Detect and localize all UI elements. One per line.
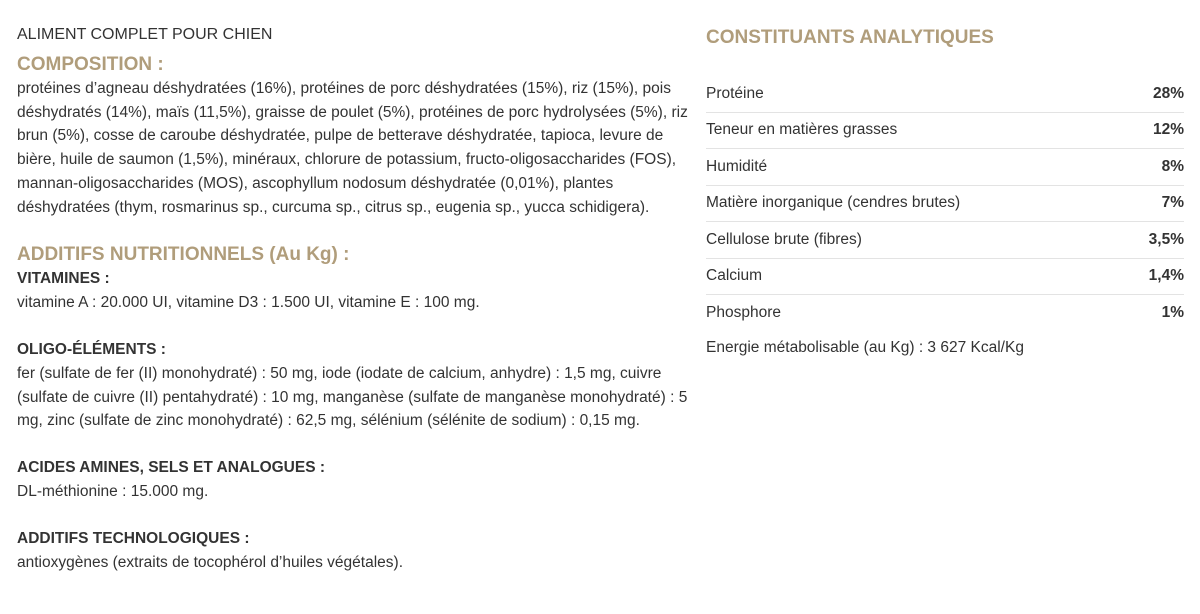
row-value: 28% bbox=[1152, 84, 1184, 102]
row-label: Cellulose brute (fibres) bbox=[706, 230, 862, 248]
spacer bbox=[17, 504, 697, 527]
amino-acids-label: ACIDES AMINES, SELS ET ANALOGUES : bbox=[17, 459, 326, 477]
analytical-row-calcium bbox=[706, 259, 1184, 296]
row-value: 12% bbox=[1152, 121, 1184, 139]
analytical-row-ash bbox=[706, 186, 1184, 223]
row-label: Phosphore bbox=[706, 303, 781, 321]
analytical-row-moisture bbox=[706, 149, 1184, 186]
vitamins-label: VITAMINES : bbox=[17, 270, 110, 288]
spacer bbox=[17, 315, 697, 338]
analytical-row-fibre bbox=[706, 222, 1184, 259]
composition-title: COMPOSITION : bbox=[17, 54, 164, 75]
row-label: Humidité bbox=[706, 157, 768, 175]
amino-acids-text: DL-méthionine : 15.000 mg. bbox=[17, 483, 209, 501]
trace-elements-label: OLIGO-ÉLÉMENTS : bbox=[17, 340, 166, 358]
row-label: Matière inorganique (cendres brutes) bbox=[706, 194, 961, 212]
analytical-row-fat bbox=[706, 113, 1184, 150]
metabolizable-energy: Energie métabolisable (au Kg) : 3 627 Kcal/Kg bbox=[706, 338, 1024, 356]
spacer bbox=[17, 433, 697, 456]
amino-acids-block bbox=[17, 456, 697, 504]
row-value: 8% bbox=[1161, 157, 1184, 175]
technological-block bbox=[17, 527, 697, 575]
technological-label: ADDITIFS TECHNOLOGIQUES : bbox=[17, 529, 250, 547]
trace-elements-text: fer (sulfate de fer (II) monohydraté) : 50 mg, iode (iodate de calcium, anhydre) : 1,5 mg, cuivre (sulfate de cuivre (II) pentahydraté) : 10 mg, manganèse (sulfate de manganèse monohydraté) : 5 mg, zinc (sulfate de zinc monohydraté) : 62,5 mg, sélénium (sélénite de sodium) : 0,15 mg. bbox=[17, 364, 688, 430]
composition-column bbox=[17, 24, 697, 574]
vitamins-text: vitamine A : 20.000 UI, vitamine D3 : 1.500 UI, vitamine E : 100 mg. bbox=[17, 294, 480, 312]
analytical-row-phosphorus bbox=[706, 295, 1184, 331]
analytical-column bbox=[706, 24, 1184, 374]
additives-title: ADDITIFS NUTRITIONNELS (Au Kg) : bbox=[17, 244, 350, 266]
composition-text: protéines d’agneau déshydratées (16%), protéines de porc déshydratées (15%), riz (15%), pois déshydratés (14%), maïs (11,5%), graisse de poulet (5%), protéines de porc hydrolysées (5%), riz brun (5%), cosse de caroube déshydratée, pulpe de betterave déshydratée, tapioca, levure de bière, huile de saumon (1,5%), minéraux, chlorure de potassium, fructo-oligosaccharides (FOS), mannan-oligosaccharides (MOS), ascophyllum nodosum déshydratée (0,01%), plantes déshydratées (thym, rosmarinus sp., curcuma sp., citrus sp., eugenia sp., yucca schidigera). bbox=[17, 80, 688, 216]
row-label: Protéine bbox=[706, 84, 764, 102]
row-value: 1% bbox=[1161, 303, 1184, 321]
food-type: ALIMENT COMPLET POUR CHIEN bbox=[17, 26, 273, 43]
technological-text: antioxygènes (extraits de tocophérol d’huiles végétales). bbox=[17, 553, 404, 571]
analytical-title: CONSTITUANTS ANALYTIQUES bbox=[706, 27, 994, 48]
spacer bbox=[17, 219, 697, 243]
analytical-row-protein bbox=[706, 76, 1184, 113]
row-label: Calcium bbox=[706, 267, 762, 285]
vitamins-block bbox=[17, 267, 697, 315]
row-value: 7% bbox=[1161, 194, 1184, 212]
row-value: 1,4% bbox=[1148, 267, 1184, 285]
row-label: Teneur en matières grasses bbox=[706, 121, 898, 139]
row-value: 3,5% bbox=[1148, 230, 1184, 248]
analytical-table bbox=[706, 76, 1184, 331]
trace-elements-block bbox=[17, 338, 697, 433]
